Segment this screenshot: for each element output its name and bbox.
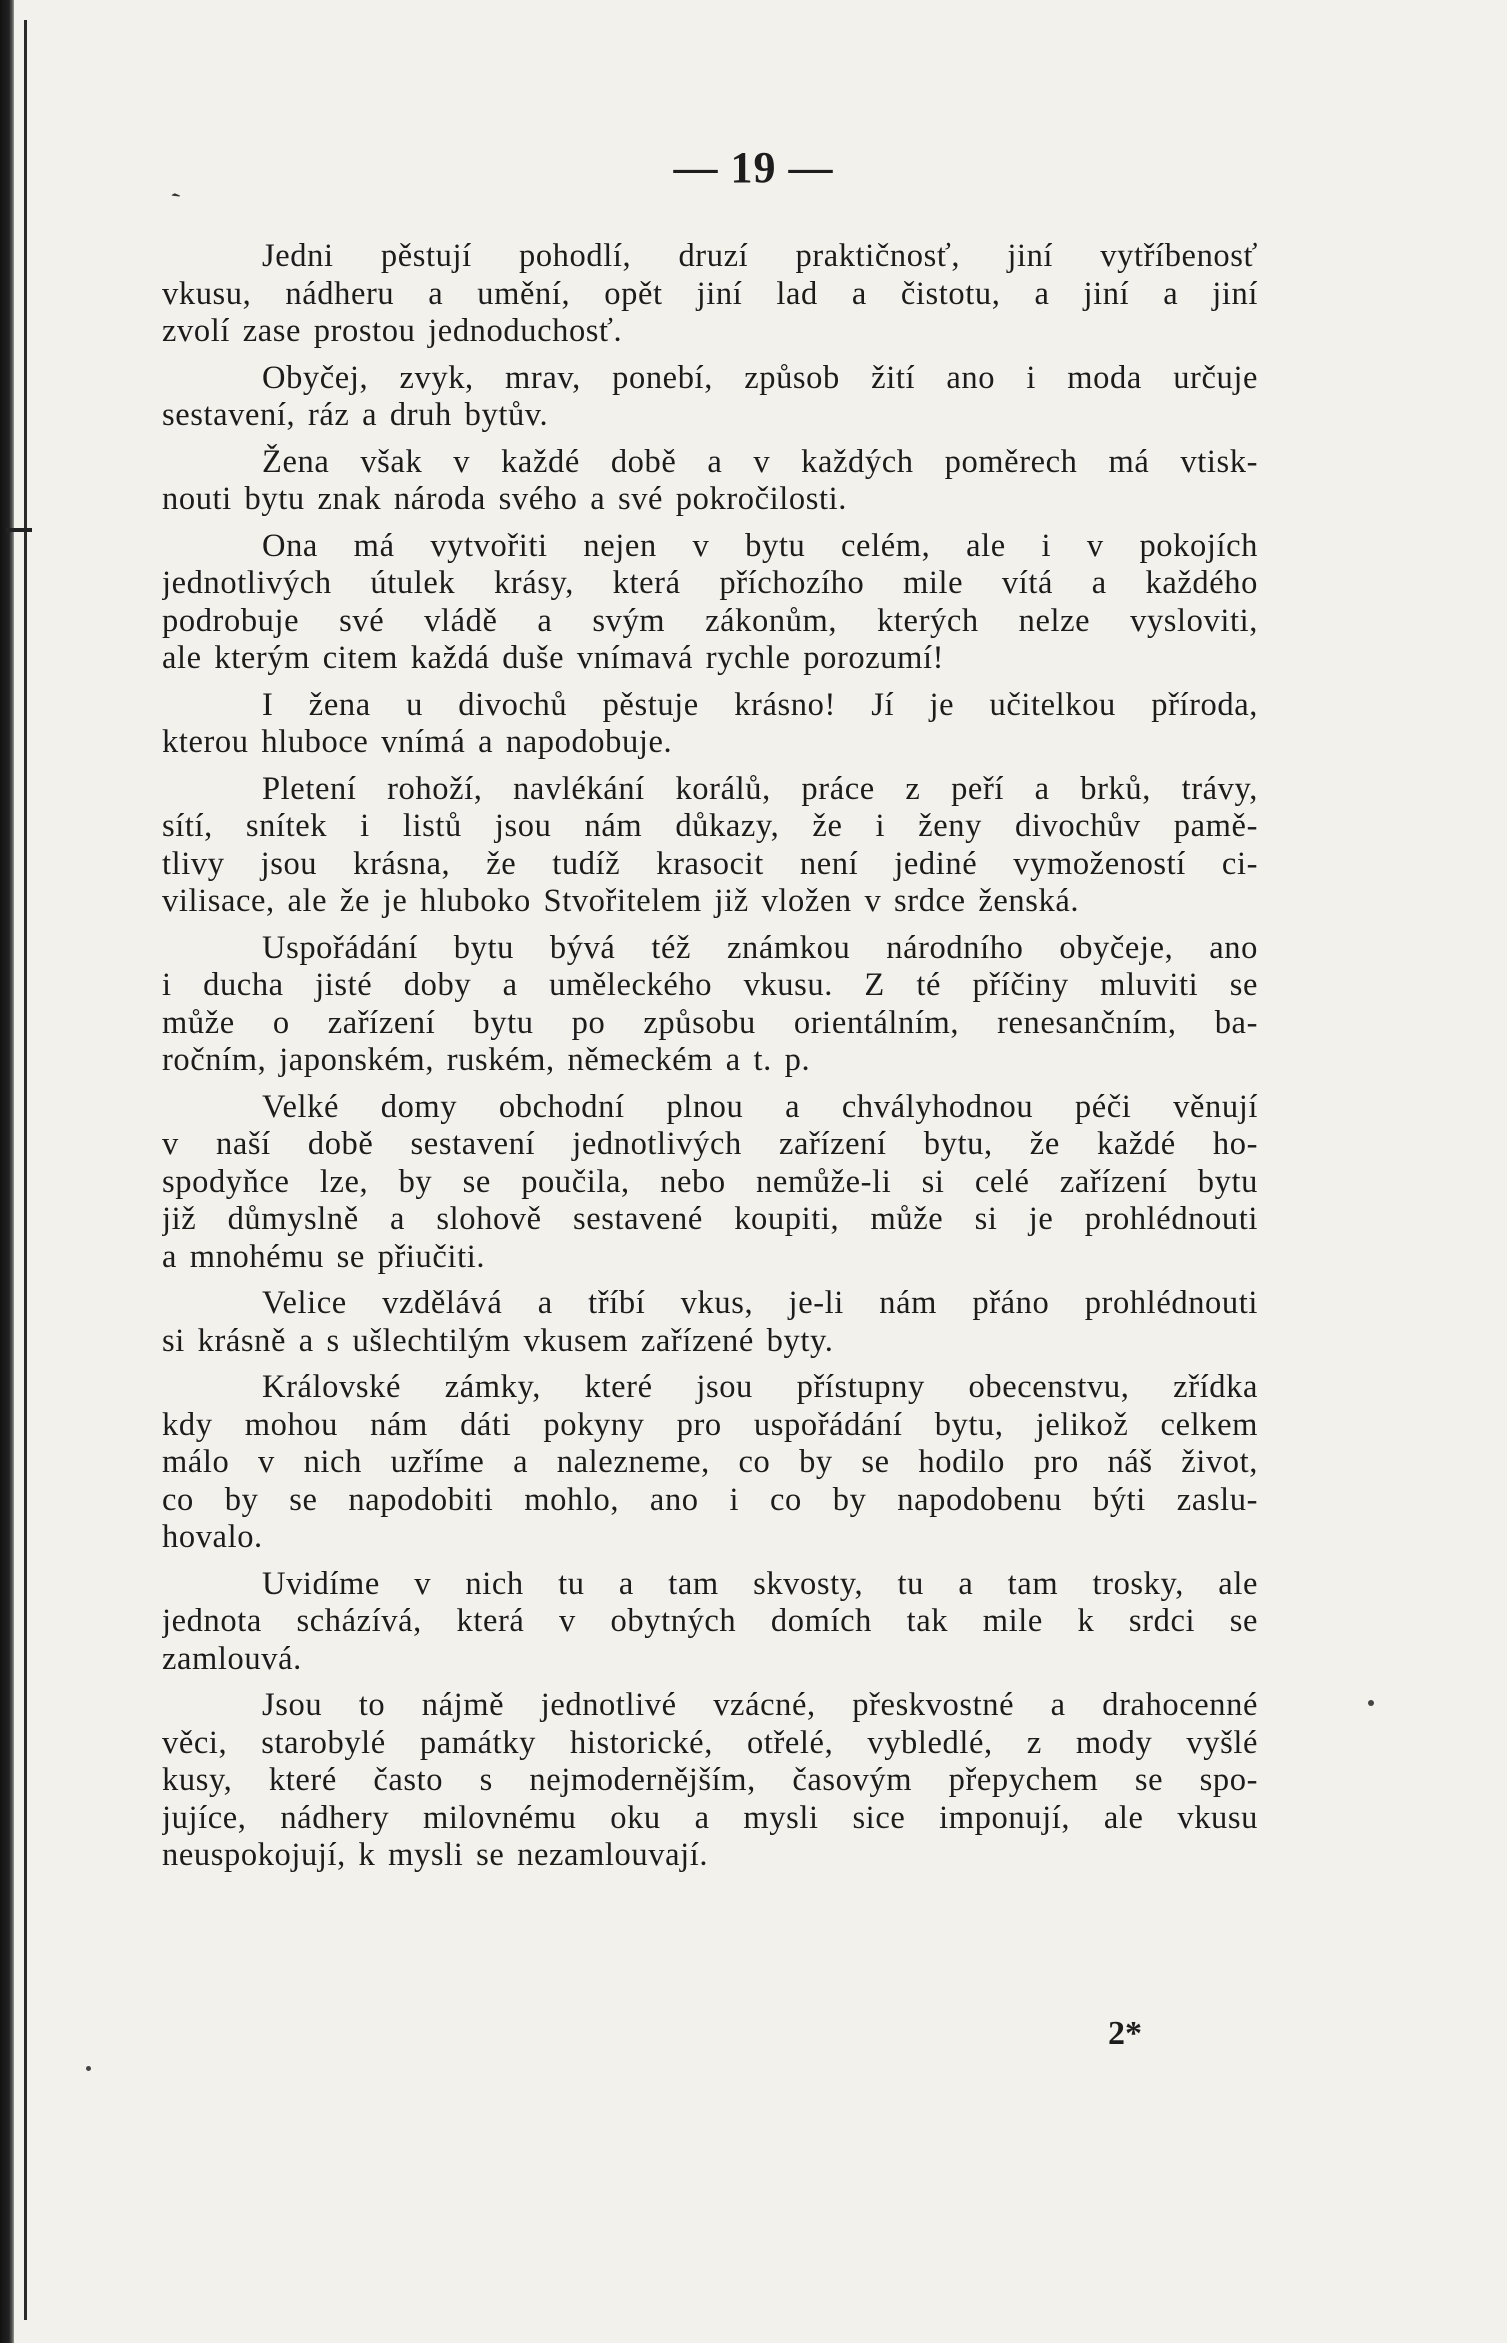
text-line: co by se napodobiti mohlo, ano i co by napodobenu býti zaslu- [162, 1481, 1258, 1518]
text-line: podrobuje své vládě a svým zákonům, kterých nelze vysloviti, [162, 602, 1258, 639]
paragraph-gap [162, 678, 1258, 687]
text-line: jednotlivých útulek krásy, která příchozího mile vítá a každého [162, 565, 1258, 601]
page-number: — 19 — [673, 143, 834, 192]
book-binding-edge [0, 0, 14, 2343]
text-line: zamlouvá. [162, 1640, 302, 1677]
paragraph-gap [162, 1557, 1258, 1566]
paragraph [162, 444, 1258, 519]
text-line: Velice vzdělává a tříbí vkus, je-li nám přáno prohlédnouti [262, 1285, 1258, 1321]
paragraph-gap [162, 351, 1258, 360]
text-line: kdy mohou nám dáti pokyny pro uspořádání bytu, jelikož celkem [162, 1406, 1258, 1443]
paragraph [162, 930, 1258, 1080]
paragraph [162, 360, 1258, 435]
text-line: věci, starobylé památky historické, otřelé, vybledlé, z mody vyšlé [162, 1724, 1258, 1761]
text-line: Obyčej, zvyk, mrav, ponebí, způsob žití ano i moda určuje [262, 359, 1258, 396]
paragraph-gap [162, 519, 1258, 528]
text-line: Ona má vytvořiti nejen v bytu celém, ale i v pokojích [262, 527, 1258, 564]
text-line: Velké domy obchodní plnou a chvályhodnou péči věnují [262, 1088, 1258, 1125]
text-line: Královské zámky, které jsou přístupny obecenstvu, zřídka [262, 1369, 1258, 1405]
paragraph [162, 1089, 1258, 1277]
text-line: Uvidíme v nich tu a tam skvosty, tu a tam trosky, ale [262, 1565, 1258, 1602]
paragraph [162, 1285, 1258, 1360]
text-line: sítí, snítek i listů jsou nám důkazy, že i ženy divochův pamě- [162, 808, 1258, 844]
paragraph-gap [162, 1678, 1258, 1687]
printer-signature-mark: 2* [1108, 2015, 1142, 2052]
text-line: nouti bytu znak národa svého a své pokročilosti. [162, 481, 847, 517]
text-line: hovalo. [162, 1519, 263, 1555]
margin-tick-mark [6, 528, 32, 532]
paragraph-gap [162, 1080, 1258, 1089]
text-line: jednota scházívá, která v obytných domích tak mile k srdci se [162, 1603, 1258, 1639]
text-line: ročním, japonském, ruském, německém a t. p. [162, 1042, 811, 1078]
paragraph [162, 1369, 1258, 1557]
text-line: tlivy jsou krásna, že tudíž krasocit není jediné vymožeností ci- [162, 845, 1258, 882]
ink-speck [1368, 1700, 1374, 1706]
ink-speck [86, 2066, 91, 2071]
body-text [162, 238, 1258, 1875]
text-line: Uspořádání bytu bývá též známkou národního obyčeje, ano [262, 929, 1258, 966]
text-line: Žena však v každé době a v každých poměrech má vtisk- [262, 443, 1258, 480]
text-line: jujíce, nádhery milovnému oku a mysli sice imponují, ale vkusu [162, 1799, 1258, 1836]
stray-ink-mark: ` [167, 185, 196, 224]
text-line: i ducha jisté doby a uměleckého vkusu. Z té příčiny mluviti se [162, 967, 1258, 1003]
text-line: v naší době sestavení jednotlivých zařízení bytu, že každé ho- [162, 1126, 1258, 1162]
paragraph-gap [162, 762, 1258, 771]
paragraph [162, 687, 1258, 762]
text-line: již důmyslně a slohově sestavené koupiti, může si je prohlédnouti [162, 1201, 1258, 1237]
paragraph [162, 238, 1258, 351]
text-line: ale kterým citem každá duše vnímavá rychle porozumí! [162, 640, 945, 676]
paragraph [162, 771, 1258, 921]
text-line: může o zařízení bytu po způsobu orientálním, renesančním, ba- [162, 1004, 1258, 1041]
binding-margin-line [24, 20, 27, 2320]
text-line: kterou hluboce vnímá a napodobuje. [162, 724, 673, 760]
text-line: málo v nich uzříme a nalezneme, co by se hodilo pro náš život, [162, 1444, 1258, 1480]
paragraph [162, 1687, 1258, 1875]
text-line: zvolí zase prostou jednoduchosť. [162, 313, 623, 349]
text-line: si krásně a s ušlechtilým vkusem zařízené byty. [162, 1322, 834, 1359]
text-line: Jedni pěstují pohodlí, druzí praktičnosť, jiní vytříbenosť [262, 238, 1258, 274]
text-line: sestavení, ráz a druh bytův. [162, 397, 549, 433]
paragraph [162, 528, 1258, 678]
text-line: vkusu, nádheru a umění, opět jiní lad a čistotu, a jiní a jiní [162, 275, 1258, 312]
text-line: I žena u divochů pěstuje krásno! Jí je učitelkou příroda, [262, 686, 1258, 723]
text-line: neuspokojují, k mysli se nezamlouvají. [162, 1837, 709, 1873]
text-line: kusy, které často s nejmodernějším, časovým přepychem se spo- [162, 1762, 1258, 1798]
paragraph-gap [162, 1276, 1258, 1285]
text-line: vilisace, ale že je hluboko Stvořitelem již vložen v srdce ženská. [162, 883, 1080, 919]
paragraph-gap [162, 921, 1258, 930]
text-line: a mnohému se přiučiti. [162, 1238, 486, 1275]
text-line: Pletení rohoží, navlékání korálů, práce z peří a brků, trávy, [262, 770, 1258, 807]
paragraph-gap [162, 1360, 1258, 1369]
paragraph-gap [162, 435, 1258, 444]
paragraph [162, 1566, 1258, 1679]
text-line: Jsou to nájmě jednotlivé vzácné, přeskvostné a drahocenné [262, 1687, 1258, 1723]
text-line: spodyňce lze, by se poučila, nebo nemůže-li si celé zařízení bytu [162, 1163, 1258, 1200]
